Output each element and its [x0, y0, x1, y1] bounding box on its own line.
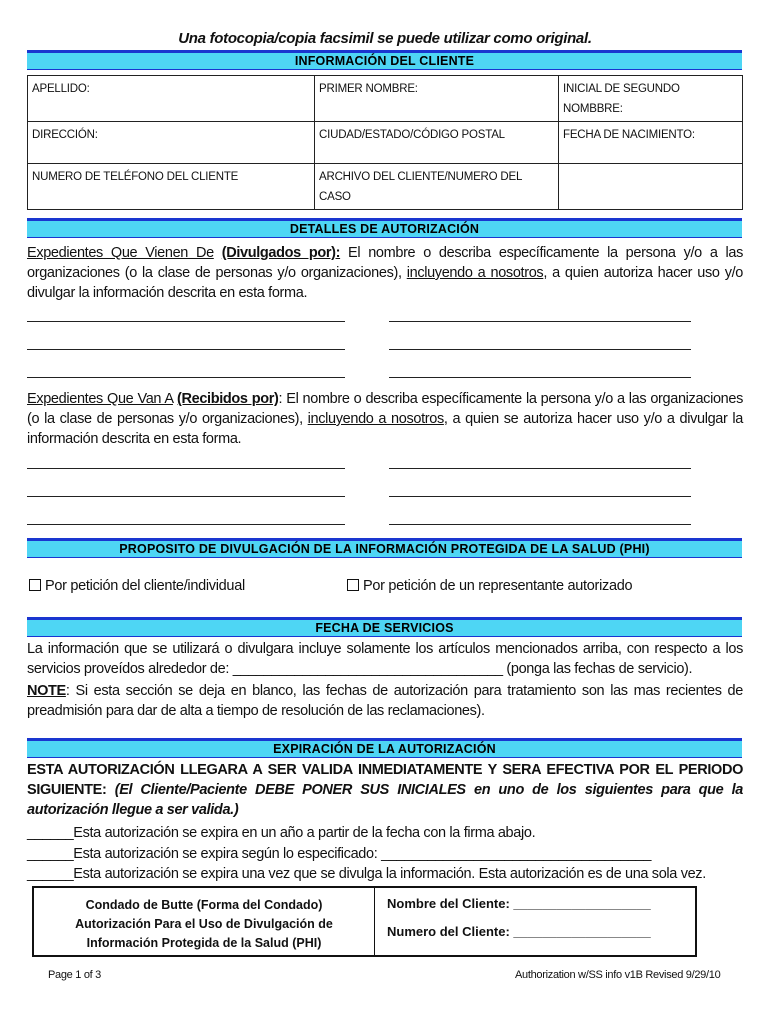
- note-label: NOTE: [27, 683, 66, 699]
- received-by-text-2: , a quien se autoriza hacer uso y/o a divulgar la información descrita en esta forma.: [27, 411, 743, 447]
- form-identity-text: [34, 896, 374, 953]
- purpose-option-client-label: Por petición del cliente/individual: [45, 578, 245, 594]
- purpose-option-representative-label: Por petición de un representante autorizado: [363, 578, 633, 594]
- middle-initial-label: INICIAL DE SEGUNDO NOMBBRE:: [563, 83, 680, 115]
- city-state-zip-field[interactable]: [315, 122, 559, 164]
- purpose-header: PROPOSITO DE DIVULGACIÓN DE LA INFORMACIÓN PROTEGIDA DE LA SALUD (PHI): [27, 538, 742, 558]
- revision-info: Authorization w/SS info v1B Revised 9/29/10: [515, 969, 721, 981]
- middle-initial-field[interactable]: [559, 76, 743, 122]
- received-by-line-2b[interactable]: [389, 496, 691, 497]
- birth-date-label: FECHA DE NACIMIENTO:: [563, 129, 695, 141]
- authorization-header: DETALLES DE AUTORIZACIÓN: [27, 218, 742, 238]
- checkbox-icon[interactable]: [29, 579, 41, 591]
- service-dates-header: FECHA DE SERVICIOS: [27, 617, 742, 637]
- disclosed-by-line-3a[interactable]: [27, 377, 345, 378]
- case-number-label: ARCHIVO DEL CLIENTE/NUMERO DEL CASO: [319, 171, 522, 203]
- received-by-text-1: : El nombre o describa específicamente la persona y/o a las organizaciones (o la clase de personas y/o organizaciones),: [27, 391, 743, 427]
- expiration-header: EXPIRACIÓN DE LA AUTORIZACIÓN: [27, 738, 742, 758]
- purpose-option-representative[interactable]: [347, 578, 632, 594]
- checkbox-icon[interactable]: [347, 579, 359, 591]
- expiration-option-1[interactable]: ______Esta autorización se expira en un año a partir de la fecha con la firma abajo.: [27, 825, 536, 841]
- client-info-header: INFORMACIÓN DEL CLIENTE: [27, 50, 742, 70]
- expiration-statement-italic: (El Cliente/Paciente DEBE PONER SUS INICIALES en uno de los siguientes para que la autorización llegue a ser valida.): [27, 782, 743, 818]
- last-name-field[interactable]: [28, 76, 315, 122]
- service-dates-paragraph: La información que se utilizará o divulgara incluye solamente los artículos mencionados arriba, con respecto a los servicios proveídos alrededor de: ___________________________________ (ponga las fechas de servicio).: [27, 641, 743, 677]
- service-dates-note: [27, 681, 743, 721]
- birth-date-field[interactable]: [559, 122, 743, 164]
- disclosed-by-line-2a[interactable]: [27, 349, 345, 350]
- purpose-option-client[interactable]: [29, 578, 245, 594]
- city-state-zip-label: CIUDAD/ESTADO/CÓDIGO POSTAL: [319, 129, 505, 141]
- phone-field[interactable]: [28, 164, 315, 210]
- received-by-lead: Expedientes Que Van A: [27, 391, 173, 407]
- note-text: : Si esta sección se deja en blanco, las fechas de autorización para tratamiento son las mas recientes de preadmisión para dar de alta a tiempo de resolución de las reclamaciones).: [27, 683, 743, 719]
- client-number-field[interactable]: Numero del Cliente: ___________________: [387, 924, 651, 939]
- case-number-field[interactable]: [315, 164, 559, 210]
- form-phi-line: Información Protegida de la Salud (PHI): [86, 936, 322, 950]
- received-by-line-1a[interactable]: [27, 468, 345, 469]
- last-name-label: APELLIDO:: [32, 83, 90, 95]
- phone-label: NUMERO DE TELÉFONO DEL CLIENTE: [32, 171, 239, 183]
- expiration-statement: [27, 760, 743, 820]
- box-divider: [374, 888, 375, 955]
- address-field[interactable]: [28, 122, 315, 164]
- expiration-option-2[interactable]: ______Esta autorización se expira según lo especificado: ___________________________________: [27, 846, 652, 862]
- received-by-bold: (Recibidos por): [177, 391, 279, 407]
- form-county-line: Condado de Butte (Forma del Condado): [85, 898, 323, 912]
- disclosed-by-line-1b[interactable]: [389, 321, 691, 322]
- page-number: Page 1 of 3: [48, 969, 101, 981]
- first-name-label: PRIMER NOMBRE:: [319, 83, 418, 95]
- disclosed-by-paragraph: [27, 243, 743, 303]
- received-by-underlined: incluyendo a nosotros: [307, 411, 444, 427]
- disclosed-by-line-1a[interactable]: [27, 321, 345, 322]
- received-by-line-3a[interactable]: [27, 524, 345, 525]
- disclosed-by-bold: (Divulgados por):: [221, 245, 341, 261]
- disclosed-by-line-2b[interactable]: [389, 349, 691, 350]
- address-label: DIRECCIÓN:: [32, 129, 98, 141]
- expiration-statement-bold: ESTA AUTORIZACIÓN LLEGARA A SER VALIDA INMEDIATAMENTE Y SERA EFECTIVA POR EL PERIODO SIGUIENTE:: [27, 762, 743, 798]
- expiration-option-3[interactable]: ______Esta autorización se expira una vez que se divulga la información. Esta autorización es de una sola vez.: [27, 866, 706, 882]
- form-identity-box: [32, 886, 697, 957]
- disclosed-by-underlined: incluyendo a nosotros: [406, 265, 544, 281]
- disclosed-by-lead: Expedientes Que Vienen De: [27, 245, 214, 261]
- form-authorization-line: Autorización Para el Uso de Divulgación de: [75, 917, 333, 931]
- received-by-line-1b[interactable]: [389, 468, 691, 469]
- received-by-line-3b[interactable]: [389, 524, 691, 525]
- empty-field[interactable]: [559, 164, 743, 210]
- disclosed-by-line-3b[interactable]: [389, 377, 691, 378]
- disclosed-by-text-2: , a quien autoriza hacer uso y/o divulgar la información descrita en esta forma.: [27, 265, 743, 301]
- received-by-line-2a[interactable]: [27, 496, 345, 497]
- first-name-field[interactable]: [315, 76, 559, 122]
- received-by-paragraph: [27, 389, 743, 449]
- disclosed-by-text-1: El nombre o describa específicamente la persona y/o a las organizaciones (o la clase de personas y/o organizaciones),: [27, 245, 743, 281]
- client-name-field[interactable]: Nombre del Cliente: ___________________: [387, 896, 651, 911]
- client-info-table: [27, 75, 743, 210]
- form-title: Una fotocopia/copia facsimil se puede utilizar como original.: [178, 30, 592, 47]
